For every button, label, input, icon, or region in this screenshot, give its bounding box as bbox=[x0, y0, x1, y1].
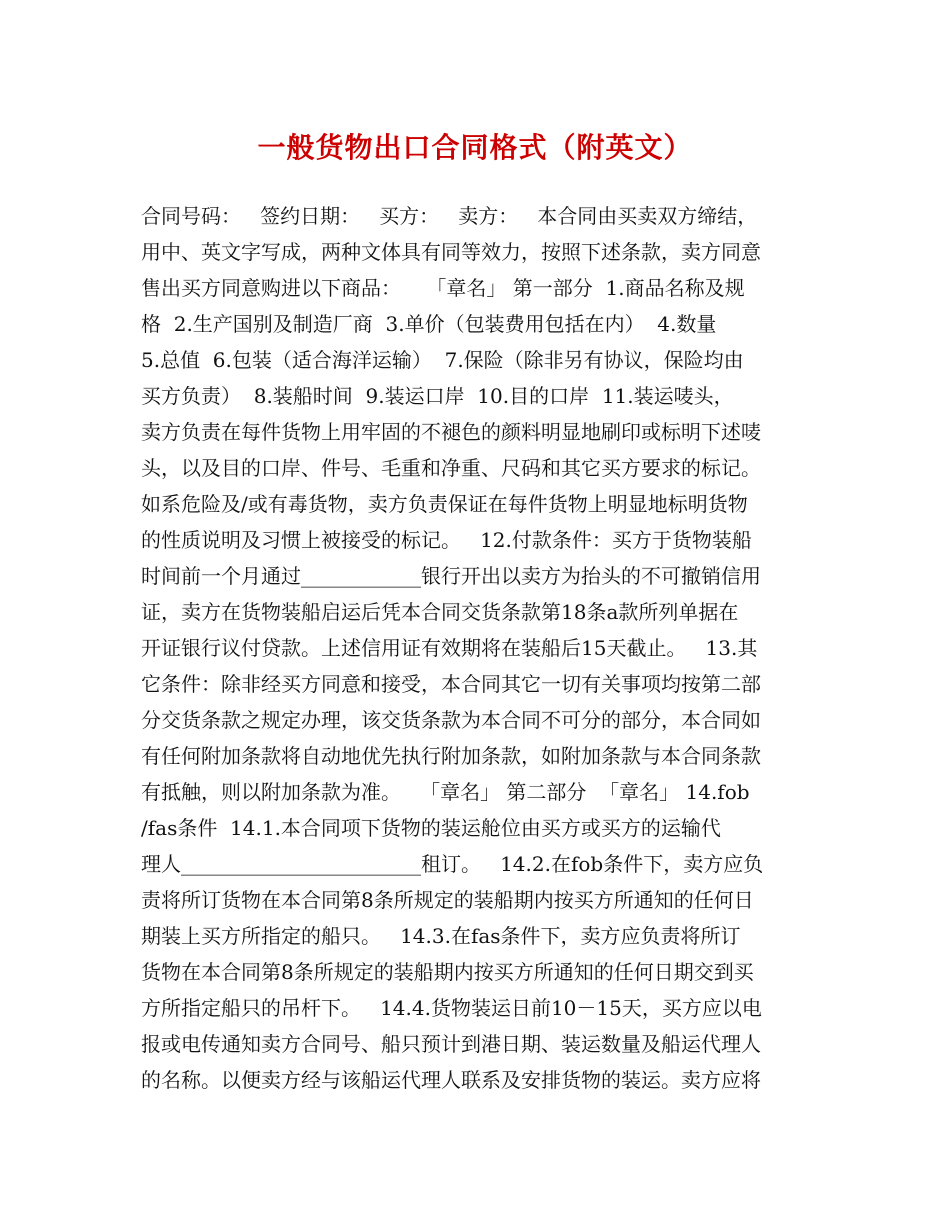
body-line: 如系危险及/或有毒货物，卖方负责保证在每件货物上明显地标明货物 bbox=[141, 492, 748, 516]
body-line: 责将所订货物在本合同第8条所规定的装船期内按买方所通知的任何日 bbox=[141, 888, 754, 912]
body-line: 理人________________________租订。 14.2.在fob条件下，卖方应负 bbox=[141, 852, 764, 876]
body-line: 证，卖方在货物装船启运后凭本合同交货条款第18条a款所列单据在 bbox=[141, 600, 739, 624]
body-line: 合同号码： 签约日期： 买方： 卖方： 本合同由买卖双方缔结， bbox=[141, 204, 758, 228]
document-body bbox=[141, 198, 813, 1098]
body-line: 货物在本合同第8条所规定的装船期内按买方所通知的任何日期交到买 bbox=[141, 960, 754, 984]
body-line: 买方负责） 8.装船时间 9.装运口岸 10.目的口岸 11.装运唛头， bbox=[141, 384, 734, 408]
body-line: 卖方负责在每件货物上用牢固的不褪色的颜料明显地刷印或标明下述唛 bbox=[141, 420, 761, 444]
body-line: 头，以及目的口岸、件号、毛重和净重、尺码和其它买方要求的标记。 bbox=[141, 456, 761, 480]
body-line: 报或电传通知卖方合同号、船只预计到港日期、装运数量及船运代理人 bbox=[141, 1032, 761, 1056]
body-line: 期装上买方所指定的船只。 14.3.在fas条件下，卖方应负责将所订 bbox=[141, 924, 741, 948]
body-line: 用中、英文字写成，两种文体具有同等效力，按照下述条款，卖方同意 bbox=[141, 240, 761, 264]
body-line: 开证银行议付贷款。上述信用证有效期将在装船后15天截止。 13.其 bbox=[141, 636, 758, 660]
body-line: 售出买方同意购进以下商品： 「章名」 第一部分 1.商品名称及规 bbox=[141, 276, 745, 300]
body-line: 有抵触，则以附加条款为准。 「章名」 第二部分 「章名」 14.fob bbox=[141, 780, 750, 804]
document-title: 一般货物出口合同格式（附英文） bbox=[257, 131, 693, 164]
body-line: 格 2.生产国别及制造厂商 3.单价（包装费用包括在内） 4.数量 bbox=[141, 312, 717, 336]
body-line: 5.总值 6.包装（适合海洋运输） 7.保险（除非另有协议，保险均由 bbox=[141, 348, 744, 372]
body-line: 有任何附加条款将自动地优先执行附加条款，如附加条款与本合同条款 bbox=[141, 744, 761, 768]
body-line: 它条件：除非经买方同意和接受，本合同其它一切有关事项均按第二部 bbox=[141, 672, 761, 696]
body-line: 的性质说明及习惯上被接受的标记。 12.付款条件：买方于货物装船 bbox=[141, 528, 752, 552]
body-line: 时间前一个月通过____________银行开出以卖方为抬头的不可撤销信用 bbox=[141, 564, 761, 588]
body-line: 的名称。以便卖方经与该船运代理人联系及安排货物的装运。卖方应将 bbox=[141, 1068, 761, 1092]
body-line: /fas条件 14.1.本合同项下货物的装运舱位由买方或买方的运输代 bbox=[141, 816, 721, 840]
body-line: 方所指定船只的吊杆下。 14.4.货物装运日前10－15天，买方应以电 bbox=[141, 996, 762, 1020]
body-line: 分交货条款之规定办理，该交货条款为本合同不可分的部分，本合同如 bbox=[141, 708, 761, 732]
